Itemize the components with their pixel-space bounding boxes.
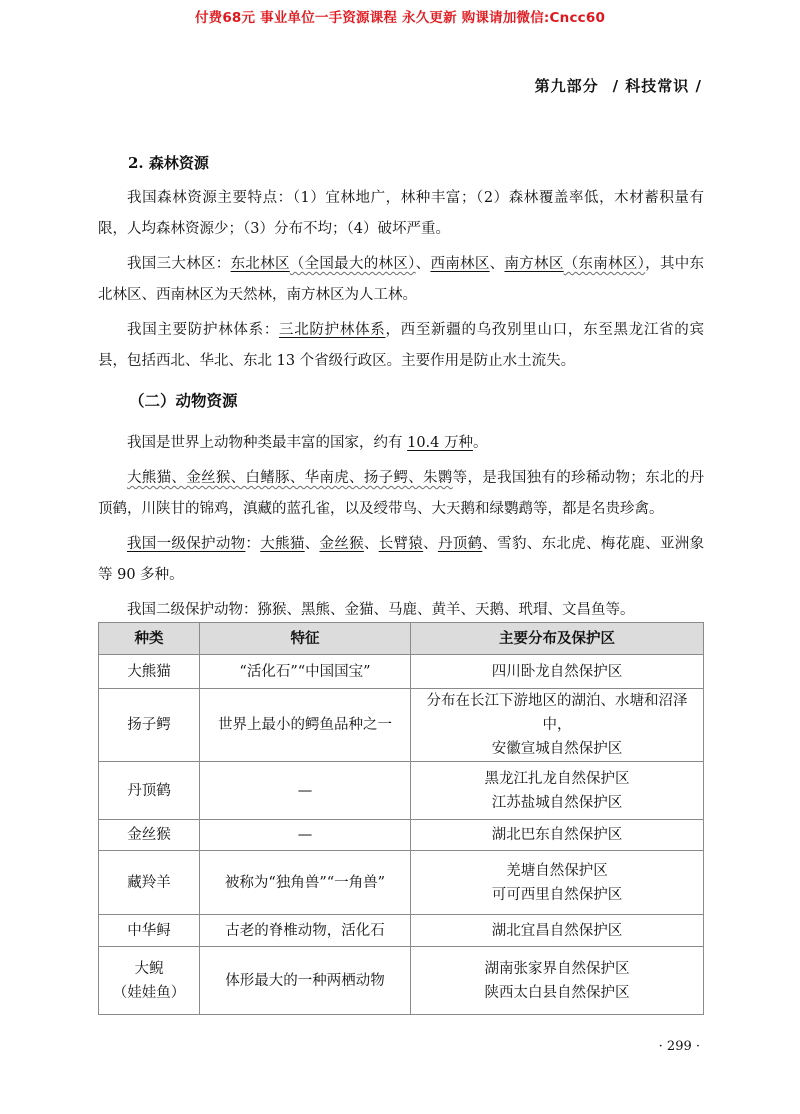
feature-cell: “活化石”“中国国宝” (200, 655, 411, 689)
text: 我国三大林区： (127, 256, 231, 272)
species-cell: 金丝猴 (99, 820, 200, 851)
species-cell: 大熊猫 (99, 655, 200, 689)
text: ，西至新疆的乌孜别里山口，东至黑龙江省的宾县，包括西北、华北、东北 13 个省级行政区。主要作用是防止水土流失。 (98, 322, 705, 369)
text: 、 (489, 256, 505, 272)
distribution-cell (411, 655, 704, 689)
forest-para-3 (98, 315, 704, 377)
text: 我国主要防护林体系： (127, 322, 280, 338)
first-class-label: 我国一级保护动物 (127, 536, 246, 552)
forest-para-2 (98, 249, 704, 311)
first-class-a4: 丹顶鹤 (437, 536, 483, 552)
table-row (99, 689, 704, 762)
species-cell: 中华鲟 (99, 915, 200, 947)
text: 、 (363, 536, 379, 552)
species-cell (99, 947, 200, 1015)
page-number: · 299 · (658, 1039, 700, 1054)
dist-line: 羌塘自然保护区 (506, 862, 608, 879)
animal-heading: （二）动物资源 (129, 391, 238, 410)
animal-species: 大熊猫、金丝猴、白鳍豚、华南虎、扬子鳄、朱鹮 (127, 470, 453, 486)
text: 、 (415, 256, 431, 272)
dist-line: 可可西里自然保护区 (491, 886, 623, 903)
feature-cell: — (200, 762, 411, 820)
animal-table (98, 622, 704, 1015)
dist-line: 四川卧龙自然保护区 (491, 663, 623, 680)
table-header-row (99, 623, 704, 655)
first-class-a3: 长臂猿 (378, 536, 424, 552)
dist-line: 湖南张家界自然保护区 (484, 960, 630, 977)
feature-cell: 世界上最小的鳄鱼品种之一 (200, 689, 411, 762)
table-row (99, 851, 704, 915)
feature-cell: 体形最大的一种两栖动物 (200, 947, 411, 1015)
dist-line: 湖北宜昌自然保护区 (491, 922, 623, 939)
dist-line: 湖北巴东自然保护区 (491, 827, 623, 843)
page-content (98, 148, 704, 630)
dist-line: 分布在长江下游地区的湖泊、水塘和沼泽中， (426, 693, 688, 733)
table-row (99, 820, 704, 851)
forest-ne-note: （全国最大的林区） (289, 256, 416, 272)
animal-para-4: 我国二级保护动物：猕猴、黑熊、金猫、马鹿、黄羊、天鹅、玳瑁、文昌鱼等。 (127, 602, 635, 618)
column-header: 种类 (99, 623, 200, 655)
animal-count: 10.4 万种 (407, 435, 474, 451)
species-cell: 丹顶鹤 (99, 762, 200, 820)
text: ： (245, 536, 261, 552)
forest-sw: 西南林区 (430, 256, 490, 272)
forest-s-note: （东南林区） (563, 256, 646, 272)
feature-cell: 古老的脊椎动物，活化石 (200, 915, 411, 947)
promo-banner: 付费68元 事业单位一手资源课程 永久更新 购课请加微信:Cncc60 (194, 10, 606, 26)
forest-para-1: 我国森林资源主要特点：（1）宜林地广，林种丰富；（2）森林覆盖率低，木材蓄积量有限，人均森林资源少；（3）分布不均；（4）破坏严重。 (98, 190, 704, 237)
table-row (99, 655, 704, 689)
part-label: 第九部分 (534, 77, 599, 95)
first-class-a2: 金丝猴 (319, 536, 364, 552)
text: 、 (423, 536, 438, 552)
text: 我国是世界上动物种类最丰富的国家，约有 (127, 435, 408, 451)
table-row (99, 762, 704, 820)
first-class-a1: 大熊猫 (260, 536, 305, 552)
animal-para-3 (98, 529, 704, 591)
dist-line: 陕西太白县自然保护区 (484, 984, 630, 1001)
section-label: / 科技常识 / (612, 77, 702, 95)
table-row (99, 947, 704, 1015)
feature-cell: 被称为“独角兽”“一角兽” (200, 851, 411, 915)
text: ，其中东北林区、西南林区为天然林，南方林区为人工林。 (98, 256, 705, 303)
animal-para-2 (98, 463, 704, 525)
animal-para-1 (98, 428, 704, 459)
dist-line: 黑龙江扎龙自然保护区 (484, 770, 630, 787)
running-header (535, 75, 702, 96)
forest-s: 南方林区 (504, 256, 564, 272)
column-header: 特征 (200, 623, 411, 655)
table-row (99, 915, 704, 947)
text: 等，是我国独有的珍稀动物；东北的丹顶鹤，川陕甘的锦鸡，滇藏的蓝孔雀，以及绶带鸟、大天鹅和绿鹦鹉等，都是名贵珍禽。 (98, 470, 704, 517)
column-header: 主要分布及保护区 (411, 623, 704, 655)
species-cell: 扬子鳄 (99, 689, 200, 762)
text: 、 (304, 536, 320, 552)
forest-system: 三北防护林体系 (279, 322, 386, 338)
distribution-cell (411, 947, 704, 1015)
text: 、雪豹、东北虎、梅花鹿、亚洲象等 90 多种。 (98, 536, 705, 583)
text: 。 (473, 435, 488, 451)
dist-line: 江苏盐城自然保护区 (491, 794, 623, 811)
forest-heading: 2. 森林资源 (128, 154, 209, 172)
distribution-cell (411, 820, 704, 851)
distribution-cell (411, 915, 704, 947)
species-cell: 藏羚羊 (99, 851, 200, 915)
distribution-cell (411, 762, 704, 820)
forest-ne: 东北林区 (230, 256, 290, 272)
species-line: 大鲵 (134, 960, 164, 977)
feature-cell: — (200, 820, 411, 851)
distribution-cell (411, 851, 704, 915)
species-line: （娃娃鱼） (112, 984, 186, 1001)
dist-line: 安徽宣城自然保护区 (491, 741, 623, 757)
distribution-cell (411, 689, 704, 762)
